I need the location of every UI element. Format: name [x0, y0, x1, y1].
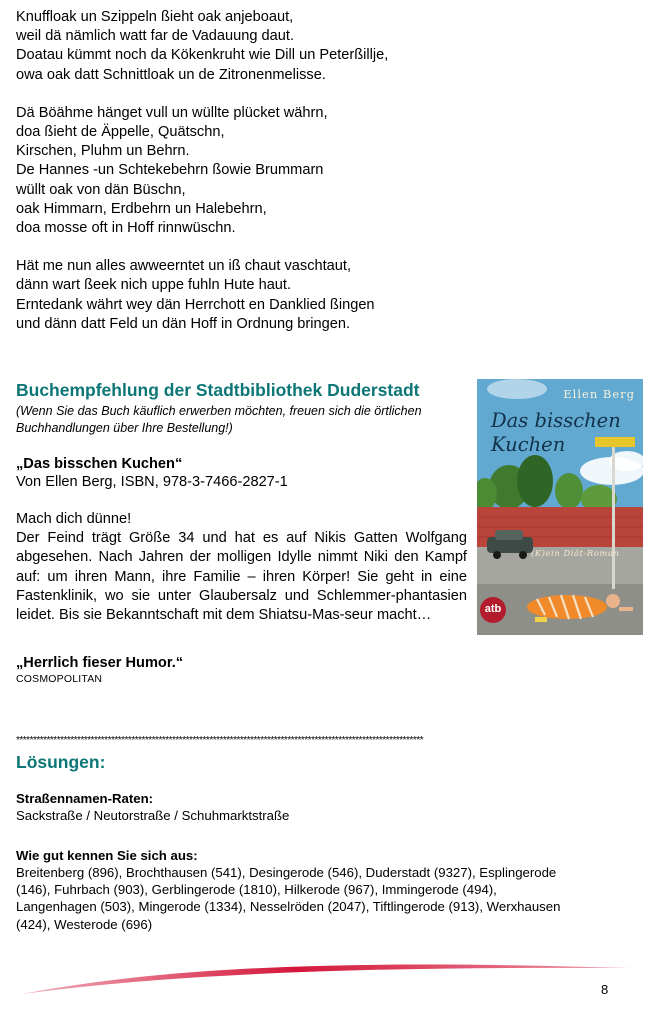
book-cover [477, 379, 643, 635]
poem-line: Hät me nun alles awweerntet un iß chaut vaschtaut, [16, 258, 352, 275]
poem-line: Kirschen, Pluhm un Behrn. [16, 143, 190, 160]
cover-author: Ellen Berg [563, 387, 635, 401]
review-source: COSMOPOLITAN [16, 673, 103, 685]
separator-line: ************************************************************************************************************************ [16, 735, 423, 746]
cover-subtitle: (K)ein Diät-Roman [531, 549, 620, 559]
poem [16, 8, 456, 353]
book-blurb [16, 510, 467, 625]
publisher-logo: atb [480, 597, 506, 623]
poem-line: doa mosse oft in Hoff rinnwüschn. [16, 220, 236, 237]
cover-title-line: Kuchen [491, 433, 566, 456]
poem-stanza-1 [16, 8, 456, 85]
recommendation-note: (Wenn Sie das Buch käuflich erwerben möchten, freuen sich die örtlichen Buchhandlungen über Ihre Bestellung!) [16, 404, 422, 435]
review-quote: „Herrlich fieser Humor.“ [16, 655, 184, 671]
poem-line: owa oak datt Schnittloak un de Zitronenmelisse. [16, 66, 326, 83]
poem-line: wüllt oak von dän Büschn, [16, 181, 186, 198]
cover-title-line: Das bisschen [491, 409, 621, 432]
book-author-line: Von Ellen Berg, ISBN, 978-3-7466-2827-1 [16, 474, 288, 490]
recommendation-title: Buchempfehlung der Stadtbibliothek Duderstadt [16, 380, 420, 400]
poem-line: De Hannes -un Schtekebehrn ßowie Brummarn [16, 162, 324, 179]
villages-quiz-heading: Wie gut kennen Sie sich aus: [16, 848, 198, 863]
poem-line: oak Himmarn, Erdbehrn un Halebehrn, [16, 200, 267, 217]
footer-swoosh [0, 950, 650, 1000]
poem-line: Dä Böähme hänget vull un wüllte plücket währn, [16, 104, 328, 121]
book-title: „Das bisschen Kuchen“ [16, 456, 183, 472]
poem-line: Doatau kümmt noch da Kökenkruht wie Dill un Peterßillje, [16, 47, 389, 64]
poem-stanza-2 [16, 104, 456, 238]
poem-line: dänn wart ßeek nich uppe fuhln Hute haut. [16, 277, 292, 294]
blurb-body: Der Feind trägt Größe 34 und hat es auf Nikis Gatten Wolfgang abgesehen. Nach Jahren der molligen Idylle nimmt Niki den Kampf auf: um ihren Mann, ihre Familie – ihren Körper! Sie geht in eine Fastenklinik, wo sie unter Glaubersalz und Schlemmer-phantasien leidet. Bis sie Bekanntschaft mit dem Shiatsu-Mas-seur macht… [16, 530, 467, 624]
page-number: 8 [601, 982, 609, 997]
poem-line: und dänn datt Feld un dän Hoff in Ordnung bringen. [16, 315, 351, 332]
poem-line: Knuffloak un Szippeln ßieht oak anjeboaut, [16, 9, 294, 25]
solutions-title: Lösungen: [16, 752, 106, 772]
poem-stanza-3 [16, 257, 456, 334]
poem-line: Erntedank währt wey dän Herrchott en Danklied ßingen [16, 296, 375, 313]
cover-title [491, 409, 631, 457]
street-quiz-answer: Sackstraße / Neutorstraße / Schuhmarktstraße [16, 808, 290, 823]
poem-line: weil dä nämlich watt far de Vadauung daut. [16, 28, 294, 45]
poem-line: doa ßieht de Äppelle, Quätschn, [16, 124, 225, 141]
street-quiz-heading: Straßennamen-Raten: [16, 791, 154, 806]
villages-quiz-answer: Breitenberg (896), Brochthausen (541), Desingerode (546), Duderstadt (9327), Esplingerode (146), Fuhrbach (903), Gerblingerode (1810), Hilkerode (967), Immingerode (494), Langenhagen (503), Mingerode (1334), Nesselröden (2047), Tiftlingerode (913), Werxhausen (424), Westerode (696) [16, 865, 561, 932]
blurb-lead: Mach dich dünne! [16, 511, 132, 527]
